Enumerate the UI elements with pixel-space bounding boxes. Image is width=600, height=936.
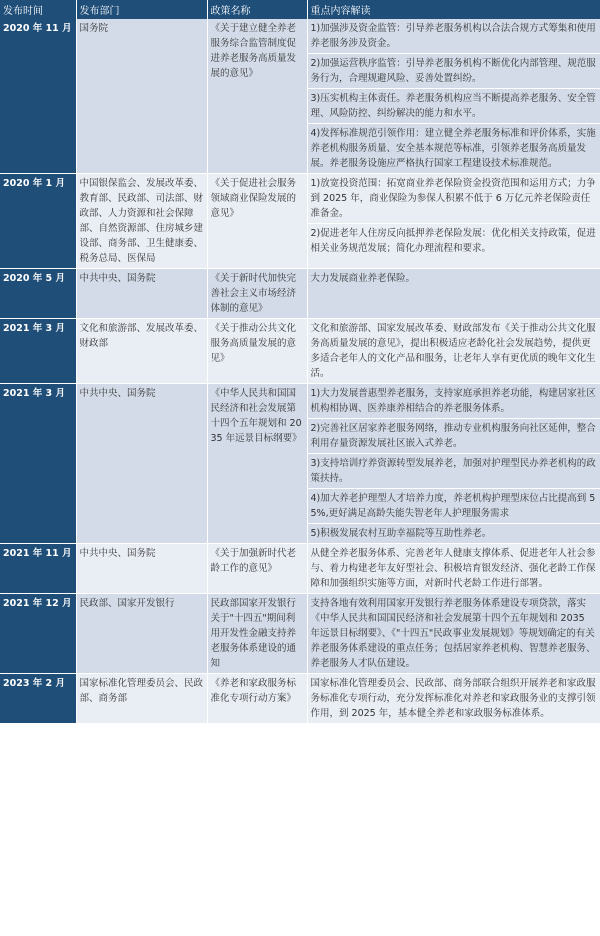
table-row — [0, 319, 600, 384]
header-date: 发布时间 — [0, 0, 76, 19]
cell-points — [307, 174, 600, 269]
table-row — [0, 594, 600, 674]
table-row — [0, 19, 600, 174]
table-row — [0, 674, 600, 724]
point-item: 1)大力发展普惠型养老服务，支持家庭承担养老功能，构建居家社区机构相协调、医养康养相结合的养老服务体系。 — [308, 384, 600, 419]
table-body — [0, 19, 600, 724]
header-dept: 发布部门 — [76, 0, 207, 19]
point-item: 2)完善社区居家养老服务网络，推动专业机构服务向社区延伸，整合利用存量资源发展社区嵌入式养老。 — [308, 419, 600, 454]
point-item: 1)加强涉及资金监管：引导养老服务机构以合法合规方式筹集和使用养老服务涉及资金。 — [308, 19, 600, 54]
point-item: 3)支持培训疗养资源转型发展养老，加强对护理型民办养老机构的政策扶持。 — [308, 454, 600, 489]
cell-date: 2020 年 5 月 — [0, 269, 76, 319]
cell-date: 2020 年 1 月 — [0, 174, 76, 269]
header-row — [0, 0, 600, 19]
cell-dept: 中国银保监会、发展改革委、教育部、民政部、司法部、财政部、人力资源和社会保障部、自然资源部、住房城乡建设部、商务部、卫生健康委、税务总局、医保局 — [76, 174, 207, 269]
point-item: 国家标准化管理委员会、民政部、商务部联合组织开展养老和家政服务标准化专项行动，充分发挥标准化对养老和家政服务业的支撑引领作用，到 2025 年，基本健全养老和家政服务标准体系。 — [310, 678, 596, 719]
cell-policy: 《关于促进社会服务领域商业保险发展的意见》 — [207, 174, 307, 269]
point-item: 4)发挥标准规范引领作用：建立健全养老服务标准和评价体系，实施养老机构服务质量、安全基本规范等标准，引领养老服务高质量发展。养老服务设施应严格执行国家工程建设技术标准规范。 — [310, 128, 596, 169]
point-item: 2)促进老年人住房反向抵押养老保险发展：优化相关支持政策，促进相关业务规范发展；简化办理流程和要求。 — [310, 228, 596, 254]
cell-dept: 民政部、国家开发银行 — [76, 594, 207, 674]
point-item: 5)积极发展农村互助幸福院等互助性养老。 — [310, 528, 492, 539]
point-item: 1)放宽投资范围：拓宽商业养老保险资金投资范围和运用方式；力争到 2025 年，商业保险为参保人积累不低于 6 万亿元养老保险责任准备金。 — [308, 174, 600, 224]
point-item: 2)加强运营秩序监管：引导养老服务机构不断优化内部管理、规范服务行为，合理规避风险、妥善处置纠纷。 — [308, 54, 600, 89]
cell-dept: 文化和旅游部、发展改革委、财政部 — [76, 319, 207, 384]
cell-dept: 中共中央、国务院 — [76, 544, 207, 594]
cell-points — [307, 384, 600, 544]
cell-date: 2021 年 3 月 — [0, 319, 76, 384]
cell-points — [307, 269, 600, 319]
table-row — [0, 384, 600, 544]
header-points: 重点内容解读 — [307, 0, 600, 19]
cell-dept: 中共中央、国务院 — [76, 384, 207, 544]
cell-policy: 《关于新时代加快完善社会主义市场经济体制的意见》 — [207, 269, 307, 319]
point-item: 支持各地有效利用国家开发银行养老服务体系建设专项贷款，落实《中华人民共和国国民经济和社会发展第十四个五年规划和 2035 年远景目标纲要》、《"十四五"民政事业发展规划》等规划确定的有关养老服务体系建设的重点任务；包括居家养老机构、智慧养老服务、养老服务人才队伍建设。 — [310, 598, 596, 669]
table-row — [0, 174, 600, 269]
point-item: 4)加大养老护理型人才培养力度，养老机构护理型床位占比提高到 55%,更好满足高龄失能失智老年人护理服务需求 — [308, 489, 600, 524]
cell-dept: 国务院 — [76, 19, 207, 174]
cell-date: 2021 年 12 月 — [0, 594, 76, 674]
cell-points — [307, 19, 600, 174]
cell-points — [307, 319, 600, 384]
point-item: 3)压实机构主体责任。养老服务机构应当不断提高养老服务、安全管理、风险防控、纠纷解决的能力和水平。 — [308, 89, 600, 124]
cell-policy: 《关于推动公共文化服务高质量发展的意见》 — [207, 319, 307, 384]
cell-policy: 《关于加强新时代老龄工作的意见》 — [207, 544, 307, 594]
cell-policy: 《养老和家政服务标准化专项行动方案》 — [207, 674, 307, 724]
cell-points — [307, 594, 600, 674]
point-item: 大力发展商业养老保险。 — [310, 273, 416, 284]
table-row — [0, 544, 600, 594]
cell-policy: 民政部国家开发银行关于"十四五"期间利用开发性金融支持养老服务体系建设的通知 — [207, 594, 307, 674]
header-policy: 政策名称 — [207, 0, 307, 19]
point-item: 从健全养老服务体系、完善老年人健康支撑体系、促进老年人社会参与、着力构建老年友好型社会、积极培育银发经济、强化老龄工作保障和加强组织实施等方面，对新时代老龄工作进行部署。 — [310, 548, 596, 589]
cell-date: 2020 年 11 月 — [0, 19, 76, 174]
cell-date: 2023 年 2 月 — [0, 674, 76, 724]
table-row — [0, 269, 600, 319]
cell-points — [307, 674, 600, 724]
cell-policy: 《关于建立健全养老服务综合监管制度促进养老服务高质量发展的意见》 — [207, 19, 307, 174]
cell-policy: 《中华人民共和国国民经济和社会发展第十四个五年规划和 2035 年远景目标纲要》 — [207, 384, 307, 544]
cell-date: 2021 年 11 月 — [0, 544, 76, 594]
cell-dept: 国家标准化管理委员会、民政部、商务部 — [76, 674, 207, 724]
cell-points — [307, 544, 600, 594]
cell-dept: 中共中央、国务院 — [76, 269, 207, 319]
cell-date: 2021 年 3 月 — [0, 384, 76, 544]
point-item: 文化和旅游部、国家发展改革委、财政部发布《关于推动公共文化服务高质量发展的意见》，提出积极适应老龄化社会发展趋势，提供更多适合老年人的文化产品和服务，让老年人享有更优质的晚年文化生活。 — [310, 323, 596, 379]
